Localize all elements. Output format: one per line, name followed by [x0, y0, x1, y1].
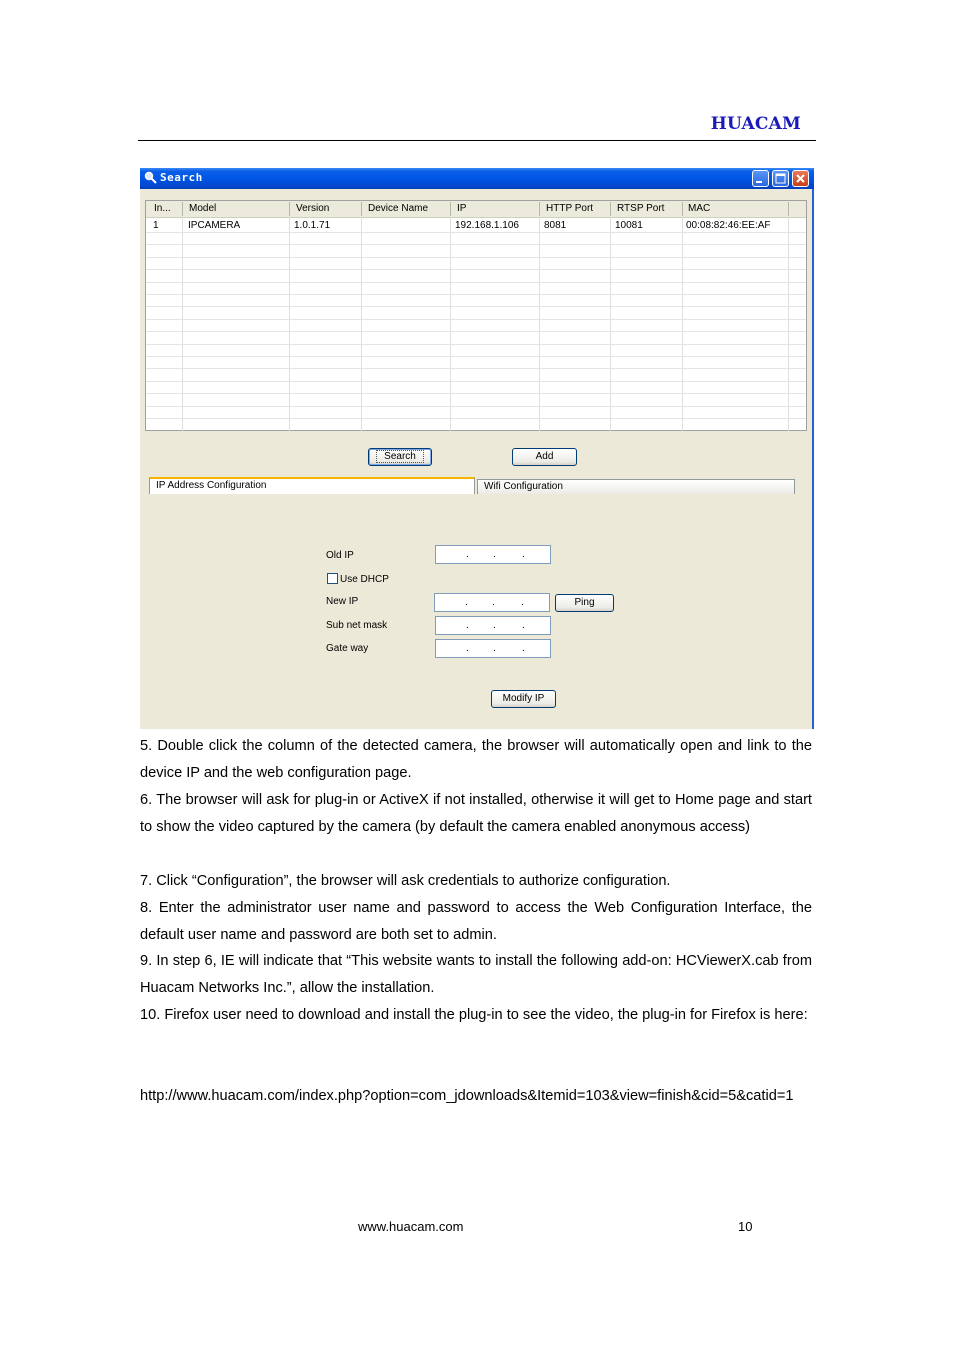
cell-version: 1.0.1.71 [294, 220, 331, 231]
row-separator [146, 406, 806, 407]
paragraph-step-5: 5. Double click the column of the detected camera, the browser will automatically open and link to the device IP and the web configuration page. [140, 738, 812, 781]
brand-logo-text: HUACAM [710, 114, 801, 134]
cell-rtsp-port: 10081 [615, 220, 643, 231]
row-separator [146, 244, 806, 245]
gateway-field[interactable]: . . . [435, 639, 551, 658]
row-separator [146, 294, 806, 295]
paragraph-step-7: 7. Click “Configuration”, the browser will ask credentials to authorize configuration. [140, 873, 671, 889]
page-number: 10 [738, 1219, 753, 1234]
footer-website: www.huacam.com [358, 1219, 464, 1234]
column-separator [539, 217, 540, 431]
gateway-label: Gate way [326, 643, 369, 654]
close-button[interactable] [792, 170, 809, 187]
row-separator [146, 368, 806, 369]
plugin-download-link[interactable]: http://www.huacam.com/index.php?option=com_jdownloads&Itemid=103&view=finish&cid=5&catid=1 [140, 1088, 794, 1104]
maximize-button[interactable] [772, 170, 789, 187]
row-separator [146, 269, 806, 270]
cell-http-port: 8081 [544, 220, 567, 231]
old-ip-label: Old IP [326, 550, 354, 561]
column-separator [182, 217, 183, 431]
column-header-index[interactable]: In... [154, 203, 171, 214]
title-bar [140, 168, 814, 189]
column-separator [450, 217, 451, 431]
paragraph-step-10: 10. Firefox user need to download and install the plug-in to see the video, the plug-in for Firefox is here: [140, 1007, 808, 1023]
column-separator [788, 217, 789, 431]
column-separator [682, 217, 683, 431]
row-separator [146, 381, 806, 382]
column-header-model[interactable]: Model [189, 203, 217, 214]
modify-ip-button[interactable]: Modify IP [491, 690, 556, 708]
column-header-mac[interactable]: MAC [688, 203, 711, 214]
column-header-rtsp-port[interactable]: RTSP Port [617, 203, 665, 214]
column-separator [289, 217, 290, 431]
row-separator [146, 356, 806, 357]
add-button[interactable]: Add [512, 448, 577, 466]
paragraph-step-6: 6. The browser will ask for plug-in or ActiveX if not installed, otherwise it will get to Home page and start to show the video captured by the camera (by default the camera enabled anonymous access) [140, 792, 812, 835]
cell-mac: 00:08:82:46:EE:AF [686, 220, 771, 231]
cell-index: 1 [153, 220, 159, 231]
tab-wifi-configuration[interactable]: Wifi Configuration [477, 479, 795, 494]
column-header-ip[interactable]: IP [457, 203, 467, 214]
device-list[interactable] [145, 200, 807, 431]
paragraph-step-8: 8. Enter the administrator user name and password to access the Web Configuration Interface, the default user name and password are both set to admin. [140, 900, 812, 943]
row-separator [146, 344, 806, 345]
search-icon [144, 171, 157, 184]
header-divider [138, 140, 816, 141]
close-icon [793, 171, 808, 186]
use-dhcp-checkbox[interactable] [327, 573, 338, 584]
row-separator [146, 393, 806, 394]
ping-button[interactable]: Ping [555, 594, 614, 612]
row-separator [146, 257, 806, 258]
paragraph-step-9: 9. In step 6, IE will indicate that “This website wants to install the following add-on: HCViewerX.cab from Huacam Networks Inc.”, allow the installation. [140, 953, 812, 996]
search-button[interactable]: Search [368, 448, 432, 466]
window-border [812, 189, 814, 729]
row-separator [146, 232, 806, 233]
subnet-mask-field[interactable]: . . . [435, 616, 551, 635]
column-header-http-port[interactable]: HTTP Port [546, 203, 594, 214]
column-separator [610, 217, 611, 431]
minimize-icon [753, 171, 768, 186]
device-list-header [146, 201, 806, 218]
new-ip-field[interactable]: . . . [434, 593, 550, 612]
minimize-button[interactable] [752, 170, 769, 187]
window-title: Search [160, 171, 203, 184]
search-window [140, 168, 814, 729]
maximize-icon [773, 171, 788, 186]
cell-model: IPCAMERA [188, 220, 241, 231]
cell-ip: 192.168.1.106 [455, 220, 519, 231]
subnet-mask-label: Sub net mask [326, 620, 388, 631]
row-separator [146, 282, 806, 283]
row-separator [146, 319, 806, 320]
row-separator [146, 331, 806, 332]
use-dhcp-label: Use DHCP [340, 574, 389, 585]
column-header-device-name[interactable]: Device Name [368, 203, 429, 214]
column-header-version[interactable]: Version [296, 203, 330, 214]
column-separator [361, 217, 362, 431]
row-separator [146, 418, 806, 419]
old-ip-field[interactable]: . . . [435, 545, 551, 564]
new-ip-label: New IP [326, 596, 359, 607]
tab-ip-address-configuration[interactable]: IP Address Configuration [149, 477, 475, 494]
row-separator [146, 306, 806, 307]
